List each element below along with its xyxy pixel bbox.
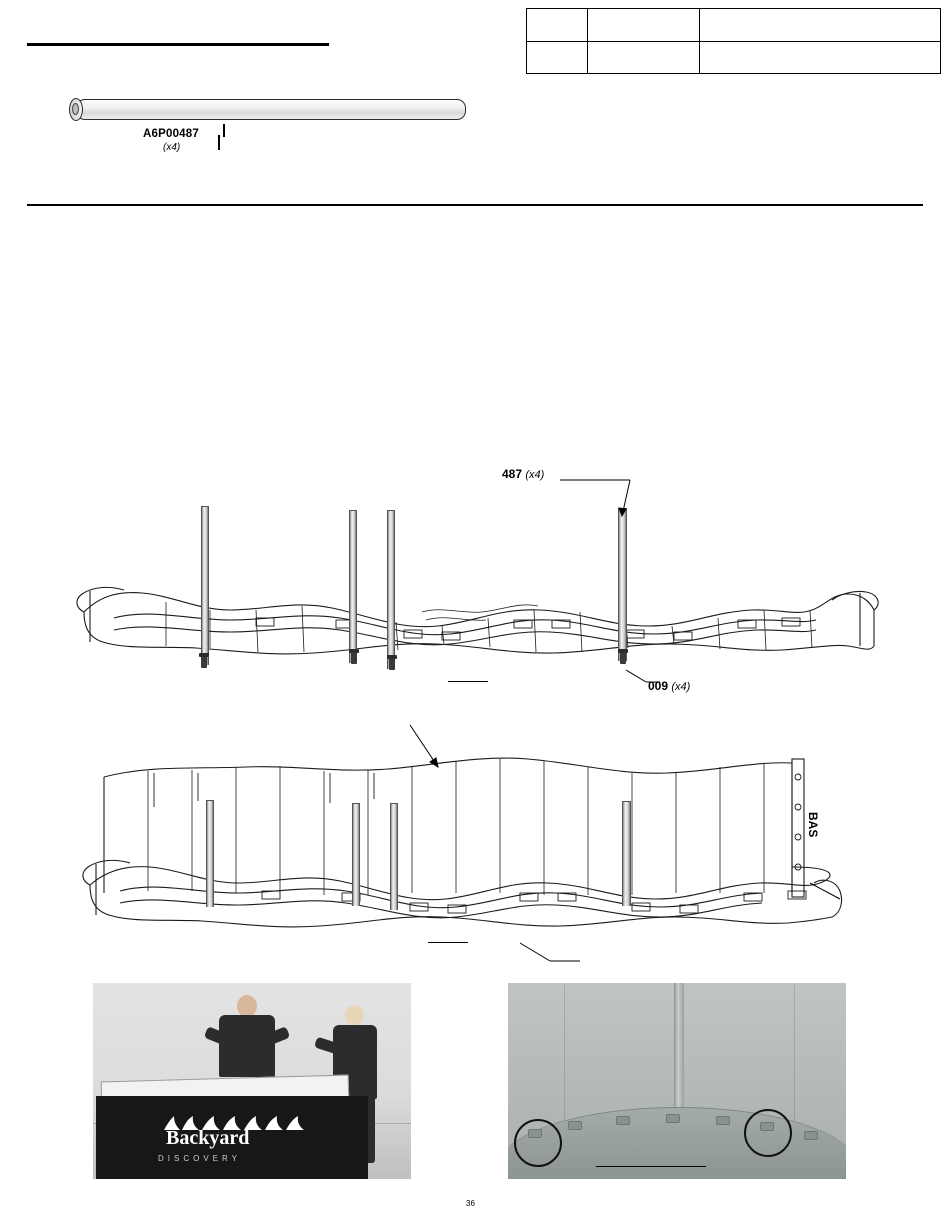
callout-009-label: 009 (648, 679, 669, 693)
post-bracket-detail-render (508, 983, 846, 1179)
table-cell-description (700, 41, 941, 74)
tube-rod-icon (60, 96, 470, 124)
heading-underline (27, 43, 329, 46)
table-cell-part (587, 9, 700, 42)
callout-487-qty: (x4) (525, 469, 545, 481)
render-clip (666, 1114, 680, 1123)
callout-009-qty: (x4) (671, 681, 691, 693)
detail-circle (514, 1119, 562, 1167)
vertical-post (390, 803, 398, 910)
tube-bore (72, 103, 79, 115)
tube-body (76, 99, 466, 120)
table-cell-description (700, 9, 941, 42)
brand-tagline: DISCOVERY (158, 1154, 241, 1163)
callout-487-label: 487 (502, 467, 523, 481)
wall-panel-assembly-view (80, 715, 850, 970)
brand-name: Backyard (166, 1127, 250, 1149)
hardware-part-number: A6P00487 (143, 128, 199, 140)
table-cell-step (527, 41, 588, 74)
page-number: 36 (466, 1199, 475, 1208)
table-row (527, 9, 941, 42)
render-clip (616, 1116, 630, 1125)
render-support-pole (674, 983, 684, 1123)
installers-lifting-panel-photo (93, 983, 411, 1179)
table-cell-step (527, 9, 588, 42)
vertical-post (622, 801, 631, 906)
render-panel-seam (564, 983, 565, 1133)
table-row (527, 41, 941, 74)
vertical-post (352, 803, 360, 906)
person-head (237, 995, 257, 1017)
render-clip (568, 1121, 582, 1130)
side-edge-label: BAS (806, 812, 820, 838)
hardware-quantity: (x4) (163, 142, 181, 153)
render-clip (804, 1131, 818, 1140)
callout-tick (218, 135, 220, 150)
branded-table-skirt (96, 1096, 368, 1179)
wall-panel-drawing (80, 715, 850, 970)
scale-bar (448, 681, 488, 682)
table-cell-part (587, 41, 700, 74)
person-head (345, 1005, 364, 1026)
detail-circle (744, 1109, 792, 1157)
callout-487 (502, 467, 544, 481)
scale-bar (596, 1166, 706, 1167)
vertical-post (206, 800, 214, 907)
callout-tick (223, 124, 225, 137)
render-panel-seam (794, 983, 795, 1133)
base-frame-exploded-view (70, 460, 880, 705)
render-clip (716, 1116, 730, 1125)
leader-lines (70, 460, 880, 705)
section-divider (27, 204, 923, 206)
callout-009 (648, 679, 690, 693)
parts-reference-table (526, 8, 941, 74)
scale-bar (428, 942, 468, 943)
